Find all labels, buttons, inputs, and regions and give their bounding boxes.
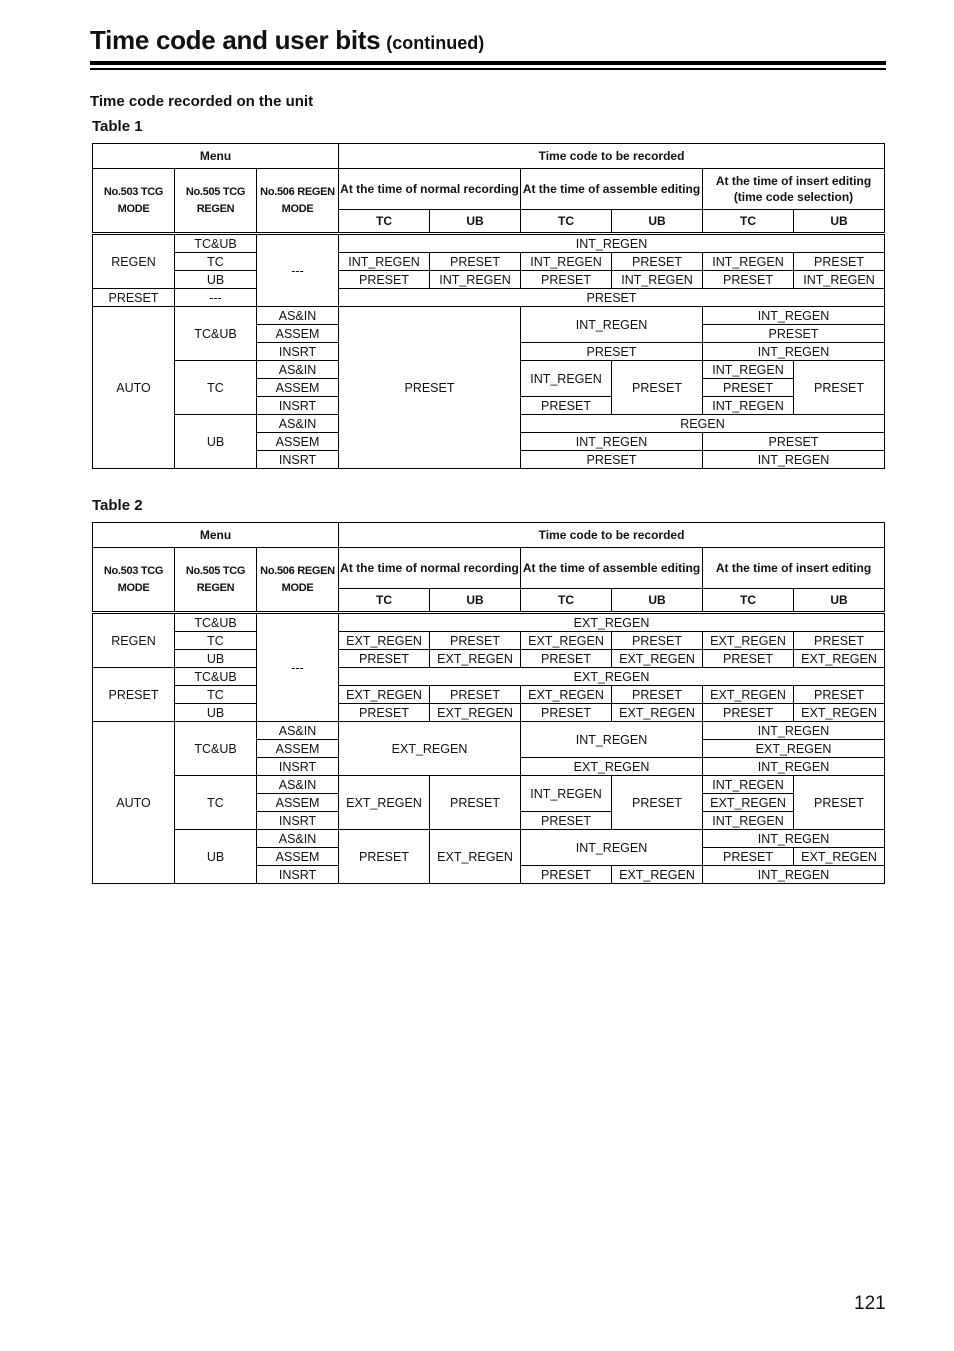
col-ub: UB bbox=[612, 210, 703, 234]
cell: PRESET bbox=[703, 325, 885, 343]
table-row bbox=[93, 704, 885, 722]
table-row bbox=[93, 271, 885, 289]
cell: INSRT bbox=[257, 343, 339, 361]
cell: PRESET bbox=[612, 253, 703, 271]
cell: INT_REGEN bbox=[794, 271, 885, 289]
cell: TC bbox=[175, 632, 257, 650]
col-tc: TC bbox=[521, 210, 612, 234]
cell: EXT_REGEN bbox=[339, 776, 430, 830]
cell: AUTO bbox=[93, 307, 175, 469]
group-assemble-editing: At the time of assemble editing bbox=[521, 169, 703, 210]
section-title: Time code recorded on the unit bbox=[90, 93, 314, 110]
cell: INT_REGEN bbox=[703, 307, 885, 325]
cell: INSRT bbox=[257, 812, 339, 830]
col-header-503: No.503 TCG MODE bbox=[93, 169, 175, 234]
cell: PRESET bbox=[521, 271, 612, 289]
cell: PRESET bbox=[521, 650, 612, 668]
cell: PRESET bbox=[521, 704, 612, 722]
cell: PRESET bbox=[612, 776, 703, 830]
cell: UB bbox=[175, 830, 257, 884]
table-row bbox=[93, 169, 885, 210]
cell: REGEN bbox=[93, 234, 175, 289]
cell: INT_REGEN bbox=[703, 830, 885, 848]
cell: TC&UB bbox=[175, 234, 257, 253]
col-ub: UB bbox=[794, 589, 885, 613]
table-row bbox=[93, 289, 885, 307]
title-rule-thick bbox=[90, 61, 886, 65]
col-ub: UB bbox=[430, 210, 521, 234]
cell: PRESET bbox=[339, 289, 885, 307]
cell: PRESET bbox=[521, 866, 612, 884]
cell: UB bbox=[175, 650, 257, 668]
cell: PRESET bbox=[339, 271, 430, 289]
table-row bbox=[93, 830, 885, 848]
cell: INSRT bbox=[257, 397, 339, 415]
cell: TC&UB bbox=[175, 613, 257, 632]
cell: EXT_REGEN bbox=[521, 758, 703, 776]
cell: ASSEM bbox=[257, 325, 339, 343]
col-header-505: No.505 TCG REGEN bbox=[175, 169, 257, 234]
cell: INSRT bbox=[257, 758, 339, 776]
cell: REGEN bbox=[93, 613, 175, 668]
col-header-505: No.505 TCG REGEN bbox=[175, 548, 257, 613]
timecode-header: Time code to be recorded bbox=[339, 523, 885, 548]
cell: INT_REGEN bbox=[339, 253, 430, 271]
cell: INT_REGEN bbox=[703, 812, 794, 830]
group-normal-recording: At the time of normal recording bbox=[339, 169, 521, 210]
col-tc: TC bbox=[339, 210, 430, 234]
cell: PRESET bbox=[521, 812, 612, 830]
cell: ASSEM bbox=[257, 379, 339, 397]
table-row bbox=[93, 613, 885, 632]
menu-header: Menu bbox=[93, 144, 339, 169]
table-row bbox=[93, 144, 885, 169]
col-ub: UB bbox=[612, 589, 703, 613]
cell: ASSEM bbox=[257, 433, 339, 451]
cell: EXT_REGEN bbox=[521, 686, 612, 704]
cell: EXT_REGEN bbox=[703, 632, 794, 650]
cell: PRESET bbox=[703, 848, 794, 866]
cell: PRESET bbox=[339, 704, 430, 722]
table-row bbox=[93, 632, 885, 650]
cell: INT_REGEN bbox=[703, 776, 794, 794]
cell: INT_REGEN bbox=[430, 271, 521, 289]
cell: PRESET bbox=[794, 253, 885, 271]
cell: TC&UB bbox=[175, 722, 257, 776]
col-tc: TC bbox=[339, 589, 430, 613]
cell: EXT_REGEN bbox=[703, 794, 794, 812]
cell: PRESET bbox=[430, 253, 521, 271]
cell: --- bbox=[257, 234, 339, 307]
group-assemble-editing: At the time of assemble editing bbox=[521, 548, 703, 589]
cell: EXT_REGEN bbox=[339, 613, 885, 632]
table-row bbox=[93, 668, 885, 686]
cell: EXT_REGEN bbox=[703, 740, 885, 758]
table2-label: Table 2 bbox=[92, 497, 143, 514]
cell: EXT_REGEN bbox=[430, 830, 521, 884]
cell: INSRT bbox=[257, 866, 339, 884]
cell: PRESET bbox=[612, 632, 703, 650]
table1 bbox=[92, 143, 885, 469]
cell: PRESET bbox=[430, 776, 521, 830]
col-tc: TC bbox=[521, 589, 612, 613]
cell: PRESET bbox=[703, 379, 794, 397]
cell: REGEN bbox=[521, 415, 885, 433]
cell: AS&IN bbox=[257, 830, 339, 848]
title-rule-thin bbox=[90, 68, 886, 70]
cell: PRESET bbox=[794, 632, 885, 650]
cell: INT_REGEN bbox=[521, 433, 703, 451]
cell: UB bbox=[175, 271, 257, 289]
col-header-506: No.506 REGEN MODE bbox=[257, 548, 339, 613]
cell: PRESET bbox=[430, 686, 521, 704]
table-row bbox=[93, 722, 885, 740]
cell: EXT_REGEN bbox=[339, 722, 521, 776]
cell: PRESET bbox=[612, 361, 703, 415]
cell: PRESET bbox=[703, 704, 794, 722]
cell: EXT_REGEN bbox=[612, 704, 703, 722]
cell: INT_REGEN bbox=[521, 253, 612, 271]
col-tc: TC bbox=[703, 589, 794, 613]
cell: PRESET bbox=[93, 289, 175, 307]
cell: PRESET bbox=[794, 686, 885, 704]
cell: EXT_REGEN bbox=[794, 848, 885, 866]
cell: INT_REGEN bbox=[521, 307, 703, 343]
cell: TC bbox=[175, 776, 257, 830]
table-row bbox=[93, 307, 885, 325]
page-number: 121 bbox=[854, 1293, 886, 1314]
timecode-header: Time code to be recorded bbox=[339, 144, 885, 169]
cell: PRESET bbox=[521, 397, 612, 415]
cell: AS&IN bbox=[257, 722, 339, 740]
cell: INT_REGEN bbox=[612, 271, 703, 289]
cell: PRESET bbox=[703, 433, 885, 451]
cell: TC bbox=[175, 253, 257, 271]
table2 bbox=[92, 522, 885, 884]
col-header-506: No.506 REGEN MODE bbox=[257, 169, 339, 234]
cell: UB bbox=[175, 704, 257, 722]
cell: INT_REGEN bbox=[521, 830, 703, 866]
cell: EXT_REGEN bbox=[430, 704, 521, 722]
cell: --- bbox=[257, 613, 339, 722]
cell: PRESET bbox=[794, 776, 885, 830]
cell: EXT_REGEN bbox=[703, 686, 794, 704]
cell: INT_REGEN bbox=[703, 758, 885, 776]
cell: UB bbox=[175, 415, 257, 469]
table-row bbox=[93, 650, 885, 668]
cell: ASSEM bbox=[257, 794, 339, 812]
cell: TC bbox=[175, 361, 257, 415]
cell: EXT_REGEN bbox=[794, 704, 885, 722]
table-row bbox=[93, 686, 885, 704]
table-row bbox=[93, 523, 885, 548]
cell: EXT_REGEN bbox=[612, 650, 703, 668]
cell: INSRT bbox=[257, 451, 339, 469]
group-insert-editing: At the time of insert editing bbox=[703, 548, 885, 589]
cell: INT_REGEN bbox=[703, 866, 885, 884]
cell: AS&IN bbox=[257, 776, 339, 794]
cell: AS&IN bbox=[257, 415, 339, 433]
cell: INT_REGEN bbox=[703, 722, 885, 740]
cell: EXT_REGEN bbox=[339, 686, 430, 704]
col-header-503: No.503 TCG MODE bbox=[93, 548, 175, 613]
cell: ASSEM bbox=[257, 848, 339, 866]
cell: EXT_REGEN bbox=[339, 668, 885, 686]
table-row bbox=[93, 234, 885, 253]
cell: PRESET bbox=[612, 686, 703, 704]
cell: INT_REGEN bbox=[703, 343, 885, 361]
cell: EXT_REGEN bbox=[794, 650, 885, 668]
cell: AS&IN bbox=[257, 361, 339, 379]
cell: INT_REGEN bbox=[521, 722, 703, 758]
cell: AUTO bbox=[93, 722, 175, 884]
group-normal-recording: At the time of normal recording bbox=[339, 548, 521, 589]
cell: INT_REGEN bbox=[703, 253, 794, 271]
cell: TC bbox=[175, 686, 257, 704]
cell: INT_REGEN bbox=[703, 451, 885, 469]
cell: AS&IN bbox=[257, 307, 339, 325]
cell: PRESET bbox=[521, 451, 703, 469]
cell: PRESET bbox=[703, 650, 794, 668]
cell: PRESET bbox=[339, 650, 430, 668]
page-title bbox=[90, 22, 484, 54]
table-row bbox=[93, 548, 885, 589]
cell: PRESET bbox=[703, 271, 794, 289]
cell: INT_REGEN bbox=[339, 234, 885, 253]
table1-label: Table 1 bbox=[92, 118, 143, 135]
cell: EXT_REGEN bbox=[430, 650, 521, 668]
cell: --- bbox=[175, 289, 257, 307]
cell: EXT_REGEN bbox=[521, 632, 612, 650]
cell: PRESET bbox=[339, 307, 521, 469]
page-title-main: Time code and user bits bbox=[90, 25, 381, 55]
cell: TC&UB bbox=[175, 668, 257, 686]
cell: INT_REGEN bbox=[703, 361, 794, 379]
table-row bbox=[93, 253, 885, 271]
cell: PRESET bbox=[339, 830, 430, 884]
cell: PRESET bbox=[93, 668, 175, 722]
cell: ASSEM bbox=[257, 740, 339, 758]
cell: PRESET bbox=[794, 361, 885, 415]
table-row bbox=[93, 776, 885, 794]
col-ub: UB bbox=[794, 210, 885, 234]
menu-header: Menu bbox=[93, 523, 339, 548]
col-tc: TC bbox=[703, 210, 794, 234]
col-ub: UB bbox=[430, 589, 521, 613]
cell: INT_REGEN bbox=[703, 397, 794, 415]
cell: TC&UB bbox=[175, 307, 257, 361]
page-title-suffix: (continued) bbox=[386, 33, 485, 53]
cell: PRESET bbox=[521, 343, 703, 361]
cell: EXT_REGEN bbox=[612, 866, 703, 884]
cell: INT_REGEN bbox=[521, 776, 612, 812]
cell: EXT_REGEN bbox=[339, 632, 430, 650]
cell: INT_REGEN bbox=[521, 361, 612, 397]
group-insert-editing: At the time of insert editing (time code selection) bbox=[703, 169, 885, 210]
cell: PRESET bbox=[430, 632, 521, 650]
